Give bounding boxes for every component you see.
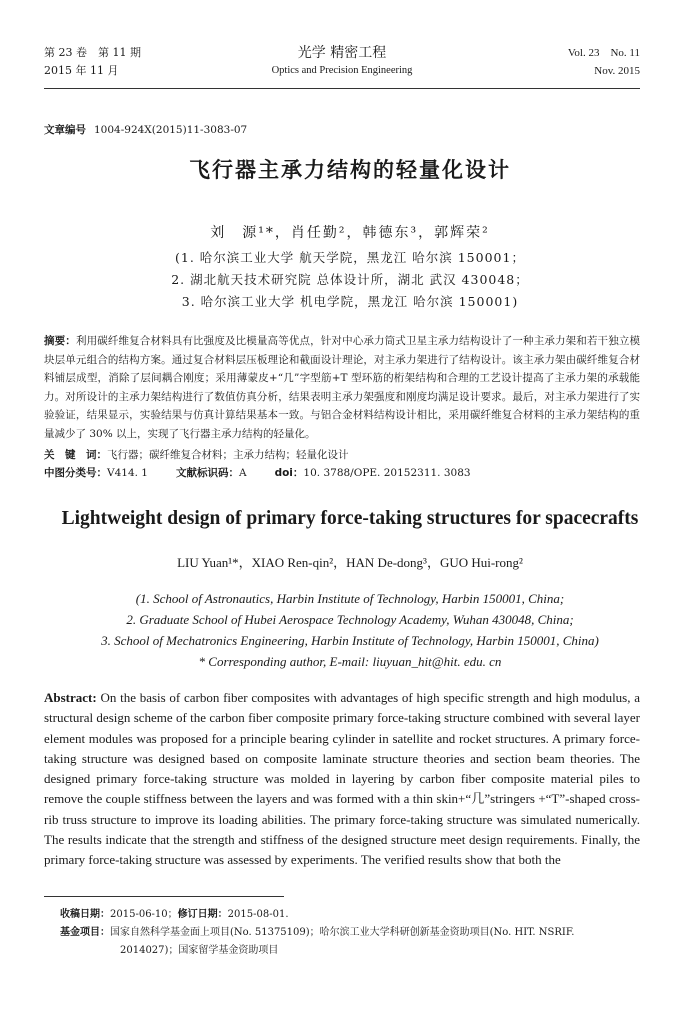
keywords-cn-label: 关 键 词： [44, 449, 107, 461]
footnote-dates [60, 906, 640, 924]
header-vol-no: Vol. 23 No. 11 [567, 47, 640, 59]
authors-en: LIU Yuan¹*，XIAO Ren-qin²，HAN De-dong³，GUO Hui-rong² [177, 555, 523, 570]
abstract-cn-text: 利用碳纤维复合材料具有比强度及比模量高等优点，针对中心承力筒式卫星主承力结构设计了一种主承力架和若干独立模块层单元组合的结构方案。通过复合材料层压板理论和截面设计理论，对主承力架进行了结构设计。该主承力架由碳纤维复合材料铺层成型，消除了层间耦合刚度；采用薄蒙皮+“几”字型筋+T 型环筋的桁架结构和合理的工艺设计提高了主承力架的承载能力。对所设计的主承力架结构进行了数值仿真分析，结果表明主承力架强度和刚度均满足设计要求。最后，对主承力架进行了实验验证，结果显示，实验结果与仿真计算结果基本一致。与铝合金材料结构设计相比，采用碳纤维复合材料的主承力架结构的重量减少了 30% 以上，实现了飞行器主承力结构的轻量化。 [44, 335, 640, 440]
article-number [44, 122, 247, 137]
doi-value: 10. 3788/OPE. 20152311. 3083 [303, 467, 471, 479]
doc-code-label: 文献标识码： [175, 467, 239, 479]
keywords-cn [44, 446, 640, 464]
abstract-en-text: On the basis of carbon fiber composites with advantages of high specific strength and high modulus, a structural design scheme of the carbon fiber composite primary force-taking structure combined with several layer element modules was proposed for a principle bearing cylinder in satellite and rocket structures. A primary force-taking structure was designed based on composite laminate structure theories and section beam theories. The designed primary force-taking structure was molded in layering by carbon fiber composite material piles to remove the couple stiffness between the layers and was formed with a thin skin+“几”stringers +“T”-shaped cross-rib truss structure to improve its loading abilities. The primary force-taking structure was simulated numerically. The results indicate that the strength and stiffness of the designed structure meet design requirements. Finally, the primary force-taking structure was assessed by experiments. The verified results show that both the [44, 690, 640, 868]
affiliation-en-2: 2. Graduate School of Hubei Aerospace Technology Academy, Wuhan 430048, China; [126, 612, 574, 627]
footnote [60, 906, 640, 960]
affiliation-en-1: (1. School of Astronautics, Harbin Institute of Technology, Harbin 150001, China; [135, 591, 565, 606]
footnote-fund [60, 924, 640, 942]
running-header [44, 44, 640, 86]
journal-name-cn: 光学 精密工程 [297, 45, 387, 61]
abstract-en [44, 688, 640, 871]
title-cn: 飞行器主承力结构的轻量化设计 [189, 158, 511, 182]
abstract-en-label: Abstract: [44, 690, 97, 705]
abstract-cn [44, 332, 640, 444]
classification-line [44, 464, 640, 482]
footnote-divider [44, 896, 284, 897]
affiliation-cn-3: 3. 哈尔滨工业大学 机电学院，黑龙江 哈尔滨 150001) [181, 294, 519, 309]
header-volume-issue: 第 23 卷 第 11 期 [44, 46, 141, 59]
received-label: 收稿日期： [60, 909, 110, 920]
abstract-cn-label: 摘要： [44, 335, 76, 347]
journal-name-en: Optics and Precision Engineering [271, 65, 413, 76]
clc-value: V414. 1 [107, 467, 148, 479]
doi-label: doi： [274, 467, 304, 479]
header-journal [44, 44, 640, 80]
clc-label: 中图分类号： [44, 467, 107, 479]
header-date-cn: 2015 年 11 月 [44, 64, 119, 77]
affiliation-cn-2: 2. 湖北航天技术研究院 总体设计所，湖北 武汉 430048； [171, 272, 529, 287]
fund-label: 基金项目： [60, 927, 110, 938]
article-number-label: 文章编号 [44, 124, 86, 136]
title-en: Lightweight design of primary force-taking structures for spacecrafts [61, 508, 639, 529]
affiliation-en-3: 3. School of Mechatronics Engineering, Harbin Institute of Technology, Harbin 150001, China) [101, 633, 599, 648]
revised-value: 2015-08-01. [227, 909, 289, 920]
affiliation-cn-1: (1. 哈尔滨工业大学 航天学院，黑龙江 哈尔滨 150001； [175, 250, 525, 265]
header-divider [44, 88, 640, 89]
doc-code-value: A [238, 467, 247, 479]
corresponding-author: * Corresponding author, E-mail: liuyuan_hit@hit. edu. cn [198, 654, 502, 669]
revised-label: 修订日期： [177, 909, 228, 920]
article-number-value: 1004-924X(2015)11-3083-07 [94, 124, 248, 136]
affiliations-cn [0, 247, 700, 313]
affiliations-en [0, 588, 700, 672]
keywords-cn-text: 飞行器；碳纤维复合材料；主承力结构；轻量化设计 [107, 449, 349, 461]
header-date-en: Nov. 2015 [594, 65, 640, 77]
footnote-fund-cont: 2014027)；国家留学基金资助项目 [120, 945, 279, 956]
header-volume-info-en [568, 44, 640, 80]
fund-text-1: 国家自然科学基金面上项目(No. 51375109)；哈尔滨工业大学科研创新基金资助项目(No. HIT. NSRIF. [110, 927, 575, 938]
authors-cn: 刘 源¹*，肖任勤²，韩德东³，郭辉荣² [210, 225, 490, 241]
received-value: 2015-06-10； [110, 909, 178, 920]
